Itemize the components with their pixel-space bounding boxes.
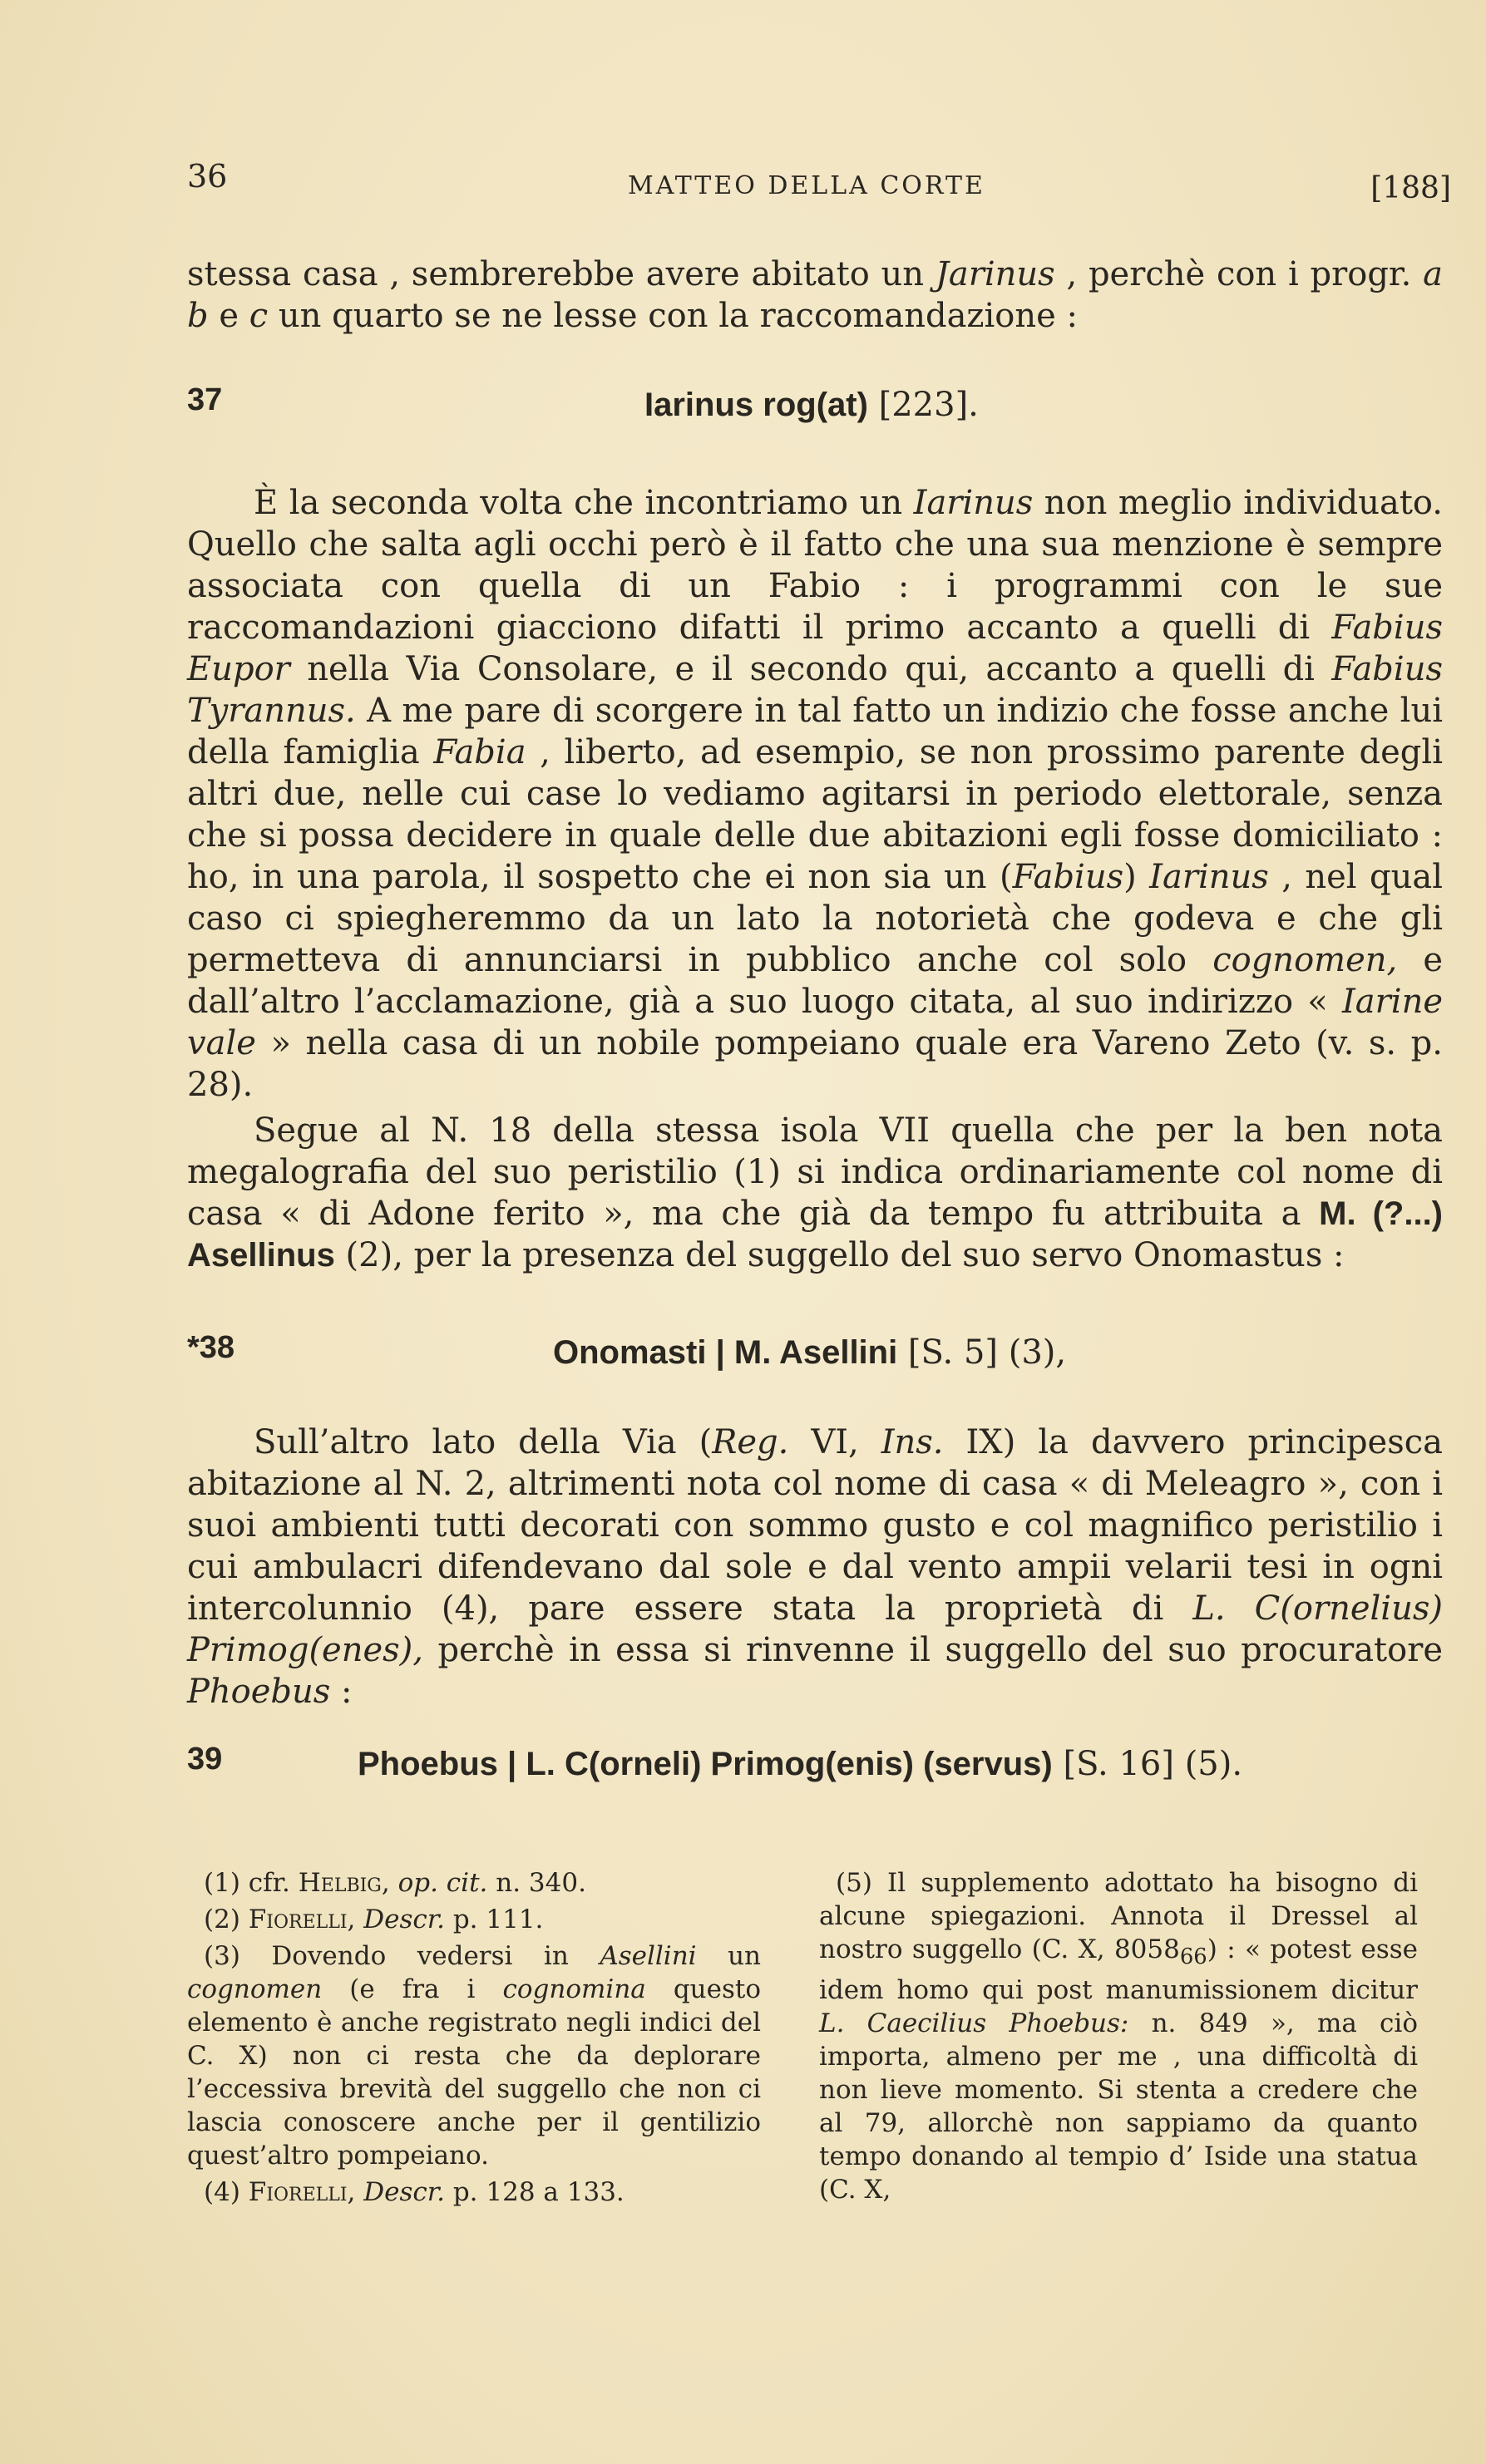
author-name: Fiorelli, bbox=[248, 1905, 356, 1934]
inscription-text-bold: Onomasti | M. Asellini bbox=[553, 1334, 898, 1371]
italic-run: Fabius Eupor bbox=[187, 609, 1443, 688]
italic-run: Iarinus bbox=[913, 484, 1034, 522]
italic-run: L. C(ornelius) Primog(enes), bbox=[187, 1589, 1443, 1669]
inscription-number: 37 bbox=[187, 382, 223, 417]
italic-run: Jarinus bbox=[935, 255, 1055, 293]
footnote-4 bbox=[187, 2176, 761, 2209]
footnote-1 bbox=[187, 1866, 761, 1900]
footnote-3 bbox=[187, 1939, 761, 2172]
inscription-ref: [223]. bbox=[867, 386, 979, 424]
text-run: (5) Il supplemento adottato ha bisogno di alcune spiegazioni. Annota il Dressel al nostro suggello (C. X, 8058 bbox=[819, 1868, 1418, 1964]
italic-run: cognomen, bbox=[1212, 941, 1398, 979]
text-run: (3) Dovendo vedersi in bbox=[204, 1941, 600, 1971]
paragraph-4 bbox=[187, 1422, 1443, 1712]
inscription-39 bbox=[187, 1742, 1443, 1791]
text-run: A me pare di scorgere in tal fatto un indizio che fosse anche lui della famiglia bbox=[187, 692, 1443, 771]
text-run: n. 340. bbox=[487, 1868, 586, 1898]
paragraph-3 bbox=[187, 1110, 1443, 1276]
text-run: (2), per la presenza del suggello del suo servo Onomastus : bbox=[334, 1236, 1345, 1274]
text-run: » nella casa di un nobile pompeiano quale era Vareno Zeto (v. s. p. 28). bbox=[187, 1024, 1443, 1104]
text-run: (1) cfr. bbox=[204, 1868, 299, 1898]
inscription-text bbox=[358, 1745, 1242, 1783]
header-reference: [188] bbox=[1370, 171, 1451, 205]
text-run: (4) bbox=[204, 2177, 249, 2207]
italic-run: Ins. bbox=[881, 1423, 944, 1461]
italic-run: c bbox=[249, 297, 269, 335]
text-run: ) bbox=[1123, 858, 1150, 896]
inscription-38 bbox=[187, 1330, 1443, 1380]
running-title: MATTEO DELLA CORTE bbox=[628, 171, 985, 200]
paragraph-2 bbox=[187, 482, 1443, 1106]
italic-run: Phoebus bbox=[187, 1673, 331, 1711]
text-run: , perchè con i progr. bbox=[1054, 255, 1424, 293]
inscription-text bbox=[644, 386, 979, 424]
author-name: Helbig, bbox=[298, 1868, 390, 1898]
inscription-ref: [S. 5] (3), bbox=[897, 1333, 1067, 1372]
text-run: , nel qual caso ci spiegheremmo da un lato la notorietà che godeva e che gli permetteva di annunciarsi in pubblico anche col solo bbox=[187, 858, 1444, 979]
inscription-37 bbox=[187, 382, 1443, 432]
text-run: nella Via Consolare, e il secondo qui, accanto a quelli di bbox=[289, 650, 1332, 688]
italic-run: Fabia bbox=[433, 733, 526, 771]
text-run: p. 111. bbox=[444, 1905, 544, 1934]
subscript: 66 bbox=[1179, 1944, 1207, 1970]
text-run: un bbox=[696, 1941, 762, 1971]
inscription-text bbox=[553, 1333, 1066, 1372]
author-name: Fiorelli, bbox=[248, 2177, 356, 2207]
text-run: non meglio individuato. Quello che salta agli occhi però è il fatto che una sua menzione è sempre associata con quella di un Fabio : i programmi con le sue raccomandazioni giacciono difatti il primo accanto a quelli di bbox=[187, 484, 1443, 647]
inscription-ref: [S. 16] (5). bbox=[1052, 1745, 1243, 1783]
text-run: , liberto, ad esempio, se non prossimo parente degli altri due, nelle cui case lo vediamo agitarsi in periodo elettorale, senza che si possa decidere in quale delle due abitazioni egli fosse domiciliato : ho, in una parola, il sospetto che ei non sia un ( bbox=[187, 733, 1443, 896]
text-run: e bbox=[208, 297, 249, 335]
text-run: Sull’altro lato della Via ( bbox=[254, 1423, 713, 1461]
footnotes-left-column bbox=[187, 1866, 761, 2212]
text-run: ) : « potest esse idem homo qui post manumissionem dicitur bbox=[819, 1934, 1418, 2006]
text-run: Segue al N. 18 della stessa isola VII quella che per la ben nota megalografia del suo peristilio (1) si indica ordinariamente col nome di casa « di Adone ferito », ma che già da tempo fu attribuita a bbox=[187, 1111, 1443, 1233]
text-run: VI, bbox=[788, 1423, 881, 1461]
text-run: (2) bbox=[204, 1905, 249, 1934]
bold-run: M. (?...) Asellinus bbox=[187, 1195, 1443, 1274]
inscription-number: 39 bbox=[187, 1742, 223, 1777]
italic-run: Asellini bbox=[600, 1941, 697, 1971]
footnote-2 bbox=[187, 1903, 761, 1936]
inscription-number: *38 bbox=[187, 1330, 235, 1365]
text-run: un quarto se ne lesse con la raccomandazione : bbox=[268, 297, 1078, 335]
page-header bbox=[187, 158, 1451, 208]
italic-run: Descr. bbox=[355, 2177, 445, 2207]
italic-run: Descr. bbox=[355, 1905, 445, 1934]
text-run: e dall’altro l’acclamazione, già a suo luogo citata, al suo indirizzo « bbox=[187, 941, 1444, 1021]
footnotes-right-column bbox=[819, 1866, 1418, 2210]
page-number: 36 bbox=[187, 158, 228, 195]
text-run: (e fra i bbox=[322, 1974, 503, 2004]
italic-run: op. cit. bbox=[389, 1868, 488, 1898]
text-run: : bbox=[330, 1673, 353, 1711]
inscription-text-bold: Phoebus | L. C(orneli) Primog(enis) (servus) bbox=[358, 1746, 1053, 1782]
text-run: n. 849 », ma ciò importa, almeno per me , una difficoltà di non lieve momento. Si stenta a credere che al 79, allorchè non sappiamo da quanto tempo donando al tempio d’ Iside una statua (C. X, bbox=[819, 2008, 1419, 2205]
italic-run: cognomina bbox=[502, 1974, 646, 2004]
italic-run: Iarinus bbox=[1149, 858, 1269, 896]
italic-run: cognomen bbox=[187, 1974, 323, 2004]
text-run: stessa casa , sembrerebbe avere abitato un bbox=[187, 255, 936, 293]
footnote-5 bbox=[819, 1866, 1418, 2206]
text-run: perchè in essa si rinvenne il suggello del suo procuratore bbox=[423, 1631, 1443, 1669]
italic-run: a bbox=[1423, 255, 1443, 293]
text-run: p. 128 a 133. bbox=[444, 2177, 625, 2207]
paragraph-1 bbox=[187, 254, 1443, 337]
italic-run: Reg. bbox=[712, 1423, 789, 1461]
text-run: È la seconda volta che incontriamo un bbox=[254, 484, 914, 522]
italic-run: b bbox=[187, 297, 209, 335]
italic-run: Fabius bbox=[1012, 858, 1124, 896]
italic-run: Fabius Tyrannus. bbox=[187, 650, 1443, 730]
text-run: IX) la davvero principesca abitazione al N. 2, altrimenti nota col nome di casa « di Meleagro », con i suoi ambienti tutti decorati con sommo gusto e col magnifico peristilio i cui ambulacri difendevano dal sole e dal vento ampii velarii tesi in ogni intercolunnio (4), pare essere stata la proprietà di bbox=[187, 1423, 1443, 1628]
italic-run: Iarine vale bbox=[187, 983, 1443, 1062]
text-run: questo elemento è anche registrato negli indici del C. X) non ci resta che da deplorare l’eccessiva brevità del suggello che non ci lascia conoscere anche per il gentilizio quest’altro pompeiano. bbox=[187, 1974, 762, 2171]
inscription-text-bold: Iarinus rog(at) bbox=[644, 387, 868, 423]
italic-run: L. Caecilius Phoebus: bbox=[819, 2008, 1129, 2039]
